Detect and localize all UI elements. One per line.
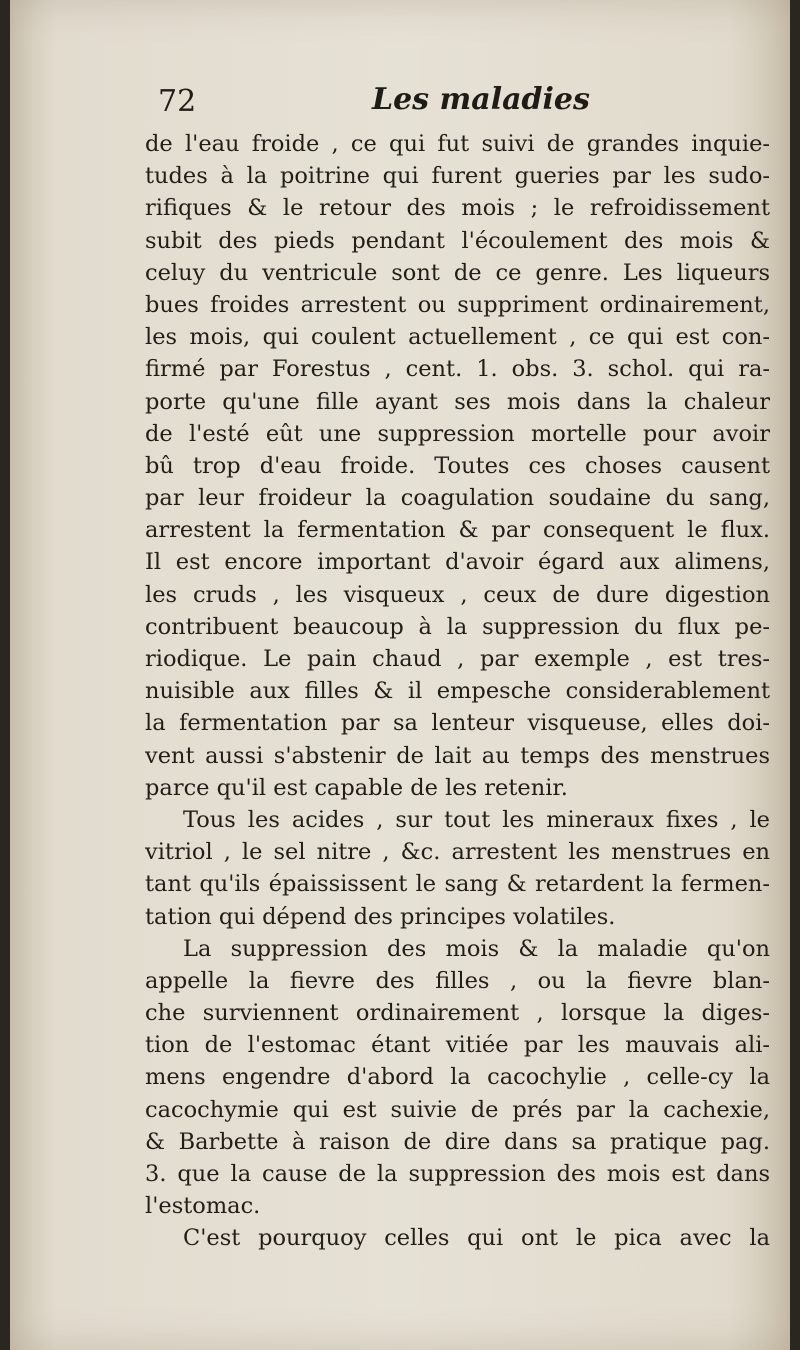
text-line: tion de l'estomac étant vitiée par les mauvais ali- [145,1032,770,1059]
text-line: vitriol , le sel nitre , &c. arrestent les menstrues en [145,839,770,866]
text-line: bues froides arrestent ou suppriment ordinairement, [145,291,770,318]
book-page [10,0,790,1350]
text-line: vent aussi s'abstenir de lait au temps des menstrues [145,742,770,769]
text-line: l'estomac. [145,1193,261,1220]
text-line: cacochymie qui est suivie de prés par la cachexie, [145,1096,770,1123]
text-line: tant qu'ils épaississent le sang & retardent la fermen- [145,871,770,898]
text-line: arrestent la fermentation & par consequent le flux. [145,517,770,544]
text-line: de l'esté eût une suppression mortelle pour avoir [145,420,770,447]
text-line: par leur froideur la coagulation soudaine du sang, [145,485,770,512]
text-line: bû trop d'eau froide. Toutes ces choses causent [145,452,770,479]
text-line: porte qu'une fille ayant ses mois dans la chaleur [145,388,770,415]
text-line: parce qu'il est capable de les retenir. [145,774,568,801]
text-line: C'est pourquoy celles qui ont le pica avec la [183,1225,770,1252]
text-line: & Barbette à raison de dire dans sa pratique pag. [145,1128,770,1155]
text-line: Tous les acides , sur tout les mineraux fixes , le [183,806,770,833]
text-line: nuisible aux filles & il empesche considerablement [145,678,770,705]
text-line: celuy du ventricule sont de ce genre. Les liqueurs [145,259,770,286]
text-line: che surviennent ordinairement , lorsque la diges- [145,1000,770,1027]
text-line: de l'eau froide , ce qui fut suivi de grandes inquie- [145,131,770,157]
text-line: firmé par Forestus , cent. 1. obs. 3. schol. qui ra- [145,356,770,383]
text-line: tudes à la poitrine qui furent gueries par les sudo- [145,163,770,190]
text-line: les mois, qui coulent actuellement , ce qui est con- [145,324,770,351]
text-line: appelle la fievre des filles , ou la fievre blan- [145,967,770,994]
text-line: tation qui dépend des principes volatiles. [145,903,616,930]
text-line: la fermentation par sa lenteur visqueuse, elles doi- [145,710,770,737]
page-header [150,76,670,124]
body-text [145,128,770,1255]
page-number: 72 [158,84,197,119]
text-line: La suppression des mois & la maladie qu'on [183,935,770,962]
text-line: mens engendre d'abord la cacochylie , celle-cy la [145,1064,770,1091]
text-line: riodique. Le pain chaud , par exemple , est tres- [145,646,770,672]
text-line: les cruds , les visqueux , ceux de dure digestion [145,581,770,608]
text-line: rifiques & le retour des mois ; le refroidissement [145,195,770,222]
text-line: contribuent beaucoup à la suppression du flux pe- [145,613,770,640]
text-line: 3. que la cause de la suppression des mois est dans [145,1161,770,1187]
text-line: subit des pieds pendant l'écoulement des mois & [145,227,770,254]
text-line: Il est encore important d'avoir égard aux alimens, [145,549,770,576]
running-head: Les maladies [372,82,590,117]
